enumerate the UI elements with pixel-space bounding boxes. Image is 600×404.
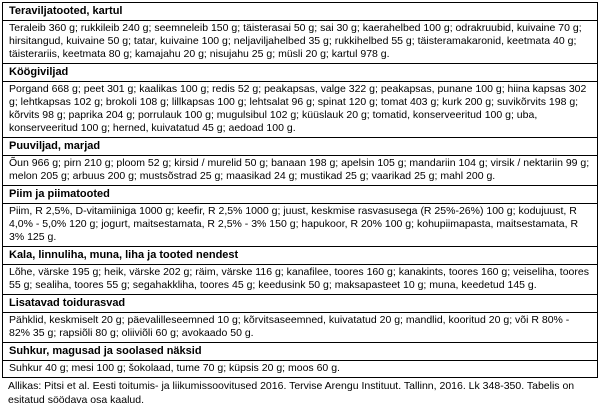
section-header-fruits-berries: Puuviljad, marjad: [3, 138, 597, 156]
section-header-added-fats: Lisatavad toidurasvad: [3, 295, 597, 313]
food-groups-table: [2, 2, 598, 378]
section-body-vegetables: Porgand 668 g; peet 301 g; kaalikas 100 g; redis 52 g; peakapsas, valge 322 g; peakapsas, punane 100 g; hiina kapsas 302 g; lehtkapsas 102 g; brokoli 108 g; lillkapsas 100 g; lehtsalat 96 g; spinat 120 g; tomat 403 g; kurk 200 g; suvikõrvits 198 g; kõrvits 98 g; paprika 204 g; porrulauk 100 g; mugulsibul 102 g; küüslauk 20 g; tomatid, konserveeritud 100 g; uba, konserveeritud 100 g; herned, kuivatatud 45 g; aedoad 100 g.: [3, 82, 597, 138]
section-body-milk-dairy: Piim, R 2,5%, D-vitamiiniga 1000 g; keefir, R 2,5% 1000 g; juust, keskmise rasvasusega (R 25%-26%) 100 g; kodujuust, R 4,0% - 5,0% 120 g; jogurt, maitsestamata, R 2,5% - 3% 150 g; hapukoor, R 20% 100 g; kohupiimapasta, maitsestamata, R 3% 125 g.: [3, 204, 597, 247]
section-header-vegetables: Köögiviljad: [3, 64, 597, 82]
section-body-grains-potato: Teraleib 360 g; rukkileib 240 g; seemneleib 150 g; täisterasai 50 g; sai 30 g; kaerahelbed 100 g; odrakruubid, kuivaine 70 g; hirsitangud, kuivaine 50 g; tatar, kuivaine 100 g; neljaviljahelbed 35 g; rukkihelbed 55 g; täisteramakaronid, keetmata 40 g; täisterariis, keetmata 80 g; kamajahu 20 g; nisujahu 25 g; müsli 20 g; kartul 978 g.: [3, 21, 597, 64]
source-footnote: Allikas: Pitsi et al. Eesti toitumis- ja liikumissoovitused 2016. Tervise Arengu Instituut. Tallinn, 2016. Lk 348-350. Tabelis on esitatud söödava osa kaalud.: [8, 380, 575, 404]
section-header-milk-dairy: Piim ja piimatooted: [3, 186, 597, 204]
section-body-fish-meat-eggs: Lõhe, värske 195 g; heik, värske 202 g; räim, värske 116 g; kanafilee, toores 160 g; kanakints, toores 160 g; veiseliha, toores 55 g; sealiha, toores 55 g; segahakkliha, toores 45 g; keedusink 50 g; maksapasteet 10 g; muna, keedetud 145 g.: [3, 265, 597, 295]
section-header-sugar-snacks: Suhkur, magusad ja soolased näksid: [3, 343, 597, 361]
section-body-sugar-snacks: Suhkur 40 g; mesi 100 g; šokolaad, tume 70 g; küpsis 20 g; moos 60 g.: [9, 362, 340, 374]
section-header-grains-potato: Teraviljatooted, kartul: [3, 3, 597, 21]
section-body-added-fats: Pähklid, keskmiselt 20 g; päevalilleseemned 10 g; kõrvitsaseemned, kuivatatud 20 g; mandlid, kooritud 20 g; või R 80% - 82% 35 g; rapsiõli 80 g; oliiviõli 60 g; avokaado 50 g.: [3, 313, 597, 343]
section-body-fruits-berries: Õun 966 g; pirn 210 g; ploom 52 g; kirsid / murelid 50 g; banaan 198 g; apelsin 105 g; mandariin 104 g; virsik / nektariin 99 g; melon 205 g; arbuus 200 g; mustsõstrad 25 g; maasikad 24 g; mustikad 25 g; vaarikad 25 g; mahl 200 g.: [3, 156, 597, 186]
section-header-fish-meat-eggs: Kala, linnuliha, muna, liha ja tooted nendest: [3, 247, 597, 265]
